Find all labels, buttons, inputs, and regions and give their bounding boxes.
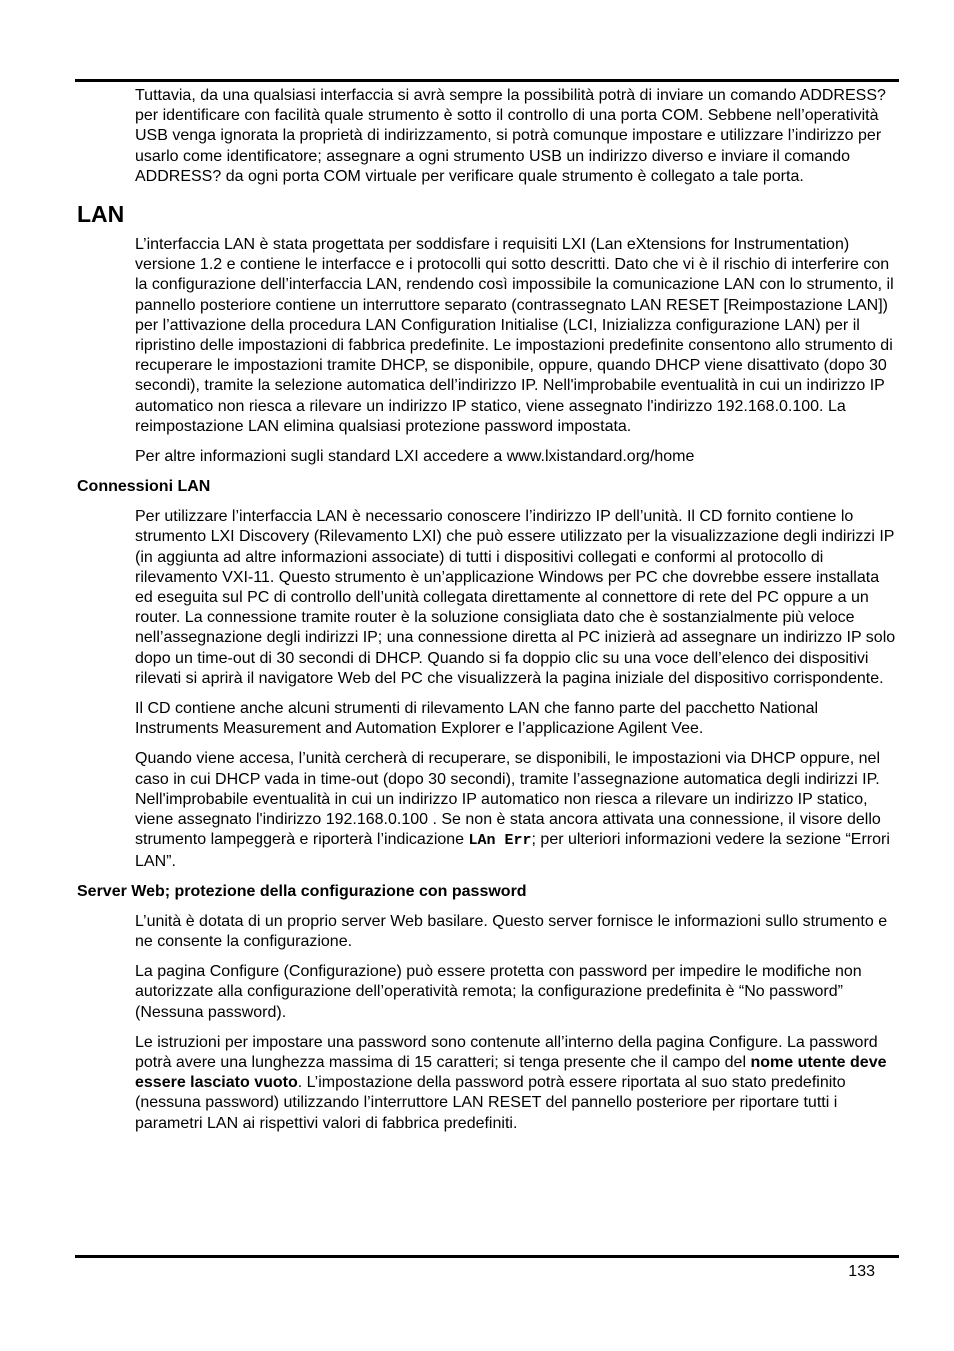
connessioni-paragraph-3 — [135, 749, 896, 871]
text-run: Le istruzioni per impostare una password sono contenute all’interno della pagina Configure. La password potrà avere una lunghezza massima di 15 caratteri; si tenga presente che il campo del — [135, 1033, 878, 1071]
text-run: ; per ulteriori informazioni vedere la sezione “Errori LAN”. — [135, 831, 890, 870]
intro-paragraph: Tuttavia, da una qualsiasi interfaccia si avrà sempre la possibilità potrà di inviare un comando ADDRESS? per identificare con facilità quale strumento è sotto il controllo di una porta COM. Sebbene nell’operatività USB venga ignorata la proprietà di indirizzamento, si potrà comunque impostare e utilizzare l’indirizzo per usarlo come identificatore; assegnare a ogni strumento USB un indirizzo diverso e inviare il comando ADDRESS? da ogni porta COM virtuale per verificare quale strumento è collegato a tale porta. — [135, 87, 886, 185]
server-paragraph-2: La pagina Configure (Configurazione) può essere protetta con password per impedire le modifiche non autorizzate alla configurazione dell’operatività remota; la configurazione predefinita è “No password” (Nessuna password). — [135, 963, 862, 1021]
connessioni-paragraph-2: Il CD contiene anche alcuni strumenti di rilevamento LAN che fanno parte del pacchetto National Instruments Measurement and Automation Explorer e l’applicazione Agilent Vee. — [135, 700, 819, 738]
lan-paragraph-2: Per altre informazioni sugli standard LXI accedere a www.lxistandard.org/home — [135, 448, 695, 466]
subsection-title-server: Server Web; protezione della configurazione con password — [77, 882, 527, 900]
bold-text: nome utente deve essere lasciato vuoto — [135, 1053, 887, 1092]
subsection-title-connessioni: Connessioni LAN — [77, 478, 211, 496]
lan-paragraph-1: L’interfaccia LAN è stata progettata per soddisfare i requisiti LXI (Lan eXtensions for Instrumentation) versione 1.2 e contiene le interfacce e i protocolli qui sotto descritti. Dato che vi è il rischio di interferire con la configurazione dell’interfaccia LAN, rendendo così impossibile la comunicazione LAN con lo strumento, il pannello posteriore contiene un interruttore separato (contrassegnato LAN RESET [Reimpostazione LAN]) per l’attivazione della procedura LAN Configuration Initialise (LCI, Inizializza configurazione LAN) per il ripristino delle impostazioni di fabbrica predefinite. Le impostazioni predefinite consentono allo strumento di recuperare le impostazioni tramite DHCP, se disponibile, oppure, quando DHCP viene disattivato (dopo 30 secondi), tramite la selezione automatica dell’indirizzo IP. Nell'improbabile eventualità in cui un indirizzo IP automatico non riesca a rilevare un indirizzo IP statico, viene assegnato l'indirizzo 192.168.0.100. La reimpostazione LAN elimina qualsiasi protezione password impostata. — [135, 236, 894, 435]
page-content — [0, 86, 954, 1144]
header-rule — [75, 79, 899, 82]
display-code: LAn Err — [468, 832, 532, 850]
text-run: . L’impostazione della password potrà essere riportata al suo stato predefinito (nessuna password) utilizzando l’interruttore LAN RESET del pannello posteriore per riportare tutti i parametri LAN ai rispettivi valori di fabbrica predefiniti. — [135, 1074, 846, 1132]
text-run: Quando viene accesa, l’unità cercherà di recuperare, se disponibili, le impostazioni via DHCP oppure, nel caso in cui DHCP vada in time-out (dopo 30 secondi), tramite l’assegnazione automatica degli indirizzi IP. Nell'improbabile eventualità in cui un indirizzo IP automatico non riesca a rilevare un indirizzo IP statico, viene assegnato l'indirizzo 192.168.0.100 . Se non è stata ancora attivata una connessione, il visore dello strumento lampeggerà e riporterà l’indicazione — [135, 750, 881, 849]
page-number: 133 — [848, 1263, 875, 1280]
connessioni-paragraph-1: Per utilizzare l’interfaccia LAN è necessario conoscere l’indirizzo IP dell’unità. Il CD fornito contiene lo strumento LXI Discovery (Rilevamento LXI) che può essere utilizzato per la visualizzazione degli indirizzi IP (in aggiunta ad altre informazioni associate) di tutti i dispositivi collegati e conformi al protocollo di rilevamento VXI-11. Questo strumento è un’applicazione Windows per PC che dovrebbe essere installata ed eseguita sul PC di controllo dell’unità collegata direttamente al connettore di rete del PC oppure a un router. La connessione tramite router è la soluzione consigliata dato che è sostanzialmente più veloce nell’assegnazione degli indirizzi IP; una connessione diretta al PC inizierà ad assegnare un indirizzo IP solo dopo un time-out di 30 secondi di DHCP. Quando si fa doppio clic su una voce dell’elenco dei dispositivi rilevati si aprirà il navigatore Web del PC che visualizzerà la pagina iniziale del dispositivo corrispondente. — [135, 508, 896, 687]
server-paragraph-3 — [135, 1033, 896, 1134]
server-paragraph-1: L’unità è dotata di un proprio server Web basilare. Questo server fornisce le informazioni sullo strumento e ne consente la configurazione. — [135, 912, 888, 950]
footer-rule — [75, 1255, 899, 1258]
section-title-lan: LAN — [77, 201, 125, 228]
